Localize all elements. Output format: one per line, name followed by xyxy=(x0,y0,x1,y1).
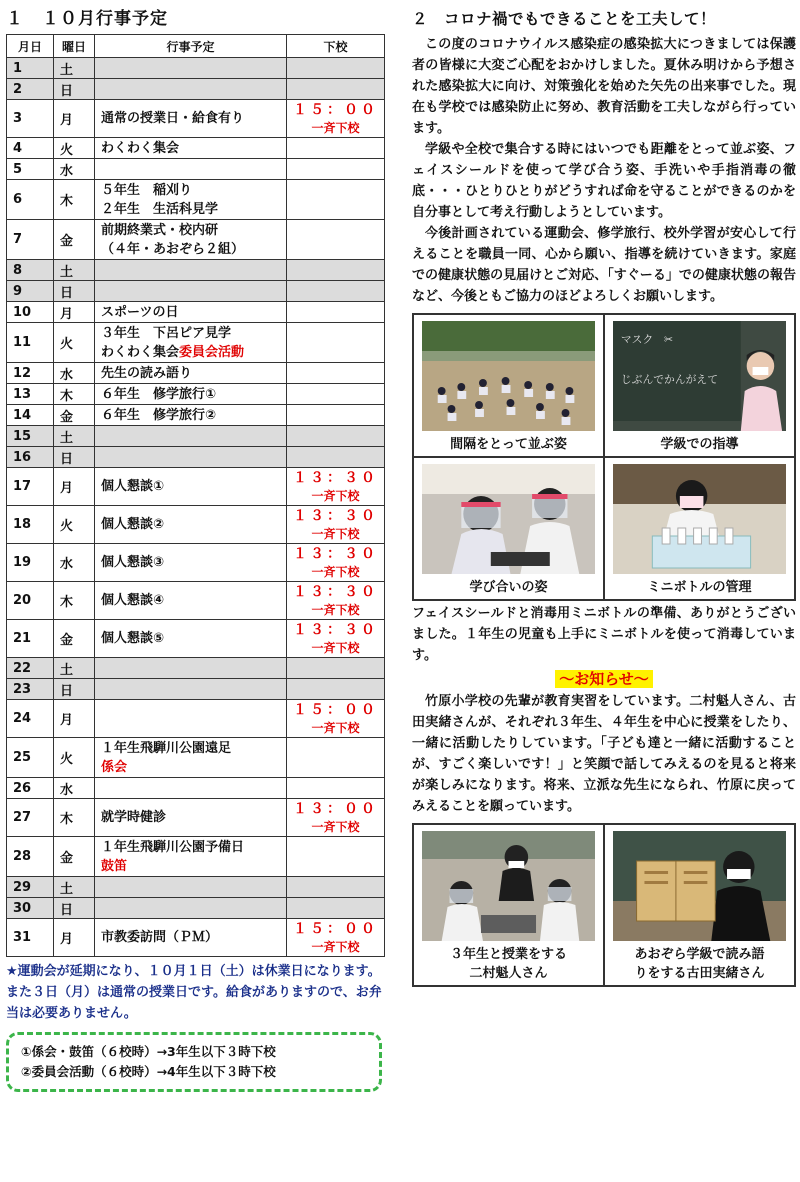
day-cell: 15 xyxy=(7,426,54,447)
header-weekday: 曜日 xyxy=(54,35,95,58)
dismissal-time: １３：００ xyxy=(293,800,378,817)
day-cell: 4 xyxy=(7,138,54,159)
schedule-table xyxy=(6,34,385,957)
event-cell xyxy=(95,620,287,658)
covid-paragraph-1: この度のコロナウイルス感染症の感染拡大につきましては保護者の皆様に大変ご心配をおかけしました。夏休み明けから予想された感染拡大に向け、対策強化を始めた矢先の出来事でした。現在も学校では感染防止に努め、教育活動を工夫しながら行っています。 xyxy=(412,37,796,136)
event-cell xyxy=(95,363,287,384)
schedule-row xyxy=(7,281,385,302)
event-text: 市教委訪問（ＰＭ） xyxy=(101,930,219,945)
dismissal-cell xyxy=(287,220,385,260)
event-cell xyxy=(95,159,287,180)
dismissal-cell xyxy=(287,919,385,957)
schedule-row xyxy=(7,79,385,100)
event-cell xyxy=(95,877,287,898)
weekday-cell: 金 xyxy=(54,837,95,877)
day-cell: 25 xyxy=(7,738,54,778)
day-cell: 7 xyxy=(7,220,54,260)
event-cell xyxy=(95,738,287,778)
dismissal-cell xyxy=(287,405,385,426)
day-cell: 2 xyxy=(7,79,54,100)
schedule-row xyxy=(7,447,385,468)
schedule-row xyxy=(7,898,385,919)
dismissal-cell xyxy=(287,658,385,679)
event-cell xyxy=(95,700,287,738)
schedule-row xyxy=(7,700,385,738)
schedule-row xyxy=(7,799,385,837)
schedule-row xyxy=(7,468,385,506)
event-cell xyxy=(95,544,287,582)
oshirase-heading xyxy=(412,668,796,689)
event-text: ３年生 下呂ピア見学 わくわく集会 xyxy=(101,325,232,360)
covid-paragraph-4: フェイスシールドと消毒用ミニボトルの準備、ありがとうございました。１年生の児童も上手にミニボトルを使って消毒しています。 xyxy=(412,606,796,663)
weekday-cell: 月 xyxy=(54,468,95,506)
dismissal-note: 一斉下校 xyxy=(311,602,360,617)
weekday-cell: 土 xyxy=(54,658,95,679)
schedule-row xyxy=(7,302,385,323)
dismissal-cell xyxy=(287,877,385,898)
event-cell xyxy=(95,384,287,405)
dismissal-cell xyxy=(287,898,385,919)
dismissal-time: １３：３０ xyxy=(293,545,378,562)
event-text: ６年生 修学旅行① xyxy=(101,386,217,402)
schedule-section xyxy=(6,4,384,1092)
dismissal-cell xyxy=(287,799,385,837)
schedule-row xyxy=(7,544,385,582)
weekday-cell: 土 xyxy=(54,426,95,447)
day-cell: 8 xyxy=(7,260,54,281)
weekday-cell: 日 xyxy=(54,79,95,100)
dismissal-note-box xyxy=(6,1032,382,1092)
weekday-cell: 火 xyxy=(54,138,95,159)
weekday-cell: 日 xyxy=(54,447,95,468)
event-cell xyxy=(95,658,287,679)
sports-day-notice: ★運動会が延期になり、１０月１日（土）は休業日になります。また３日（月）は通常の授業日です。給食がありますので、お弁当は必要ありません。 xyxy=(6,964,382,1021)
schedule-row xyxy=(7,837,385,877)
photo-caption: ミニボトルの管理 xyxy=(647,580,752,595)
event-cell xyxy=(95,58,287,79)
oshirase-title: ～お知らせ～ xyxy=(555,670,653,688)
weekday-cell: 月 xyxy=(54,302,95,323)
event-text: ６年生 修学旅行② xyxy=(101,407,217,423)
student-teacher-class-photo-icon xyxy=(422,831,595,941)
dismissal-note: 一斉下校 xyxy=(311,526,360,541)
event-cell xyxy=(95,447,287,468)
dismissal-cell xyxy=(287,837,385,877)
event-cell xyxy=(95,405,287,426)
day-cell: 11 xyxy=(7,323,54,363)
day-cell: 27 xyxy=(7,799,54,837)
header-dismissal: 下校 xyxy=(287,35,385,58)
photo-caption: ３年生と授業をする 二村魁人さん xyxy=(449,947,567,981)
event-cell xyxy=(95,323,287,363)
weekday-cell: 水 xyxy=(54,778,95,799)
weekday-cell: 水 xyxy=(54,363,95,384)
schoolyard-photo-icon xyxy=(422,321,595,431)
dismissal-cell xyxy=(287,544,385,582)
event-text: 個人懇談④ xyxy=(101,593,165,608)
day-cell: 18 xyxy=(7,506,54,544)
schedule-row xyxy=(7,138,385,159)
dismissal-cell xyxy=(287,468,385,506)
event-cell xyxy=(95,468,287,506)
dismissal-time: １３：３０ xyxy=(293,583,378,600)
day-cell: 14 xyxy=(7,405,54,426)
event-cell xyxy=(95,582,287,620)
dismissal-cell xyxy=(287,738,385,778)
weekday-cell: 火 xyxy=(54,323,95,363)
day-cell: 13 xyxy=(7,384,54,405)
photo-caption: 学級での指導 xyxy=(660,437,739,452)
event-cell xyxy=(95,100,287,138)
event-red-text: 係会 xyxy=(101,759,128,775)
photo-cell-spacing xyxy=(413,314,604,457)
event-cell xyxy=(95,180,287,220)
event-text: スポーツの日 xyxy=(101,304,179,320)
mini-bottle-photo-icon xyxy=(613,464,786,574)
board-text-2: じぶんでかんがえて xyxy=(620,372,719,387)
schedule-row xyxy=(7,582,385,620)
dismissal-cell xyxy=(287,260,385,281)
schedule-row xyxy=(7,384,385,405)
schedule-row xyxy=(7,738,385,778)
event-red-text: 鼓笛 xyxy=(101,858,128,874)
dismissal-cell xyxy=(287,79,385,100)
event-cell xyxy=(95,898,287,919)
day-cell: 19 xyxy=(7,544,54,582)
event-cell xyxy=(95,778,287,799)
weekday-cell: 土 xyxy=(54,260,95,281)
dismissal-note: 一斉下校 xyxy=(311,939,360,954)
schedule-row xyxy=(7,180,385,220)
schedule-row xyxy=(7,919,385,957)
day-cell: 26 xyxy=(7,778,54,799)
weekday-cell: 日 xyxy=(54,281,95,302)
face-shield-photo-icon xyxy=(422,464,595,574)
photo-cell-trainee-1 xyxy=(413,824,604,986)
dismissal-time: １５：００ xyxy=(293,920,378,937)
schedule-row xyxy=(7,405,385,426)
schedule-body xyxy=(7,58,385,957)
weekday-cell: 日 xyxy=(54,679,95,700)
photo-caption: あおぞら学級で読み語 りをする古田実緒さん xyxy=(634,947,765,981)
event-cell xyxy=(95,138,287,159)
covid-photo-grid xyxy=(412,313,796,601)
day-cell: 6 xyxy=(7,180,54,220)
header-day: 月日 xyxy=(7,35,54,58)
dismissal-cell xyxy=(287,138,385,159)
day-cell: 24 xyxy=(7,700,54,738)
schedule-row xyxy=(7,363,385,384)
box-line-2: ②委員会活動（６校時）→4年生以下３時下校 xyxy=(21,1064,276,1079)
event-text: 前期終業式・校内研 （４年・あおぞら２組） xyxy=(101,222,245,257)
dismissal-cell xyxy=(287,159,385,180)
day-cell: 22 xyxy=(7,658,54,679)
schedule-row xyxy=(7,323,385,363)
weekday-cell: 木 xyxy=(54,384,95,405)
day-cell: 31 xyxy=(7,919,54,957)
event-cell xyxy=(95,837,287,877)
event-text: 個人懇談③ xyxy=(101,555,165,570)
dismissal-time: １３：３０ xyxy=(293,621,378,638)
dismissal-cell xyxy=(287,323,385,363)
dismissal-time: １５：００ xyxy=(293,701,378,718)
dismissal-cell xyxy=(287,302,385,323)
schedule-row xyxy=(7,877,385,898)
event-text: わくわく集会 xyxy=(101,140,180,156)
event-text: 通常の授業日・給食有り xyxy=(101,111,245,126)
schedule-title: １ １０月行事予定 xyxy=(6,9,168,29)
weekday-cell: 金 xyxy=(54,620,95,658)
photo-cell-face-shield xyxy=(413,457,604,600)
dismissal-cell xyxy=(287,778,385,799)
day-cell: 28 xyxy=(7,837,54,877)
event-cell xyxy=(95,220,287,260)
dismissal-note: 一斉下校 xyxy=(311,564,360,579)
weekday-cell: 金 xyxy=(54,220,95,260)
dismissal-cell xyxy=(287,582,385,620)
day-cell: 5 xyxy=(7,159,54,180)
weekday-cell: 木 xyxy=(54,799,95,837)
covid-title: ２ コロナ禍でもできることを工夫して！ xyxy=(412,10,717,28)
event-cell xyxy=(95,281,287,302)
day-cell: 29 xyxy=(7,877,54,898)
weekday-cell: 月 xyxy=(54,919,95,957)
photo-cell-classroom xyxy=(604,314,795,457)
schedule-header-row xyxy=(7,35,385,58)
weekday-cell: 日 xyxy=(54,898,95,919)
classroom-teacher-photo-icon xyxy=(613,321,786,431)
oshirase-paragraph: 竹原小学校の先輩が教育実習をしています。二村魁人さん、古田実緒さんが、それぞれ３年生、４年生を中心に授業をしたり、一緒に活動したりしています。「子ども達と一緒に活動することが、すごく楽しいです！」と笑顔で話してみえるのを見ると将来が楽しみになります。将来、立派な先生になられ、竹原に戻ってみえることを願っています。 xyxy=(412,694,796,814)
event-text: 個人懇談⑤ xyxy=(101,631,165,646)
schedule-row xyxy=(7,506,385,544)
photo-cell-trainee-2 xyxy=(604,824,795,986)
event-cell xyxy=(95,679,287,700)
weekday-cell: 金 xyxy=(54,405,95,426)
event-red-text: 委員会活動 xyxy=(179,344,245,360)
event-cell xyxy=(95,506,287,544)
dismissal-cell xyxy=(287,700,385,738)
weekday-cell: 月 xyxy=(54,700,95,738)
schedule-row xyxy=(7,100,385,138)
weekday-cell: 土 xyxy=(54,58,95,79)
day-cell: 30 xyxy=(7,898,54,919)
dismissal-cell xyxy=(287,100,385,138)
day-cell: 9 xyxy=(7,281,54,302)
dismissal-cell xyxy=(287,679,385,700)
day-cell: 10 xyxy=(7,302,54,323)
schedule-row xyxy=(7,679,385,700)
event-text: 個人懇談① xyxy=(101,479,165,494)
weekday-cell: 水 xyxy=(54,159,95,180)
photo-caption: 学び合いの姿 xyxy=(469,580,548,595)
event-text: １年生飛騨川公園遠足 xyxy=(101,740,232,756)
day-cell: 21 xyxy=(7,620,54,658)
schedule-row xyxy=(7,620,385,658)
dismissal-note: 一斉下校 xyxy=(311,819,360,834)
covid-paragraph-3: 今後計画されている運動会、修学旅行、校外学習が安心して行えることを職員一同、心から願い、指導を続けていきます。家庭での健康状態の見届けとご対応、「すぐーる」での健康状態の報告など、今後ともご協力のほどよろしくお願いします。 xyxy=(412,226,796,304)
event-cell xyxy=(95,919,287,957)
event-cell xyxy=(95,426,287,447)
dismissal-time: １３：３０ xyxy=(293,507,378,524)
event-cell xyxy=(95,302,287,323)
box-line-1: ①係会・鼓笛（６校時）→3年生以下３時下校 xyxy=(21,1044,276,1059)
day-cell: 17 xyxy=(7,468,54,506)
weekday-cell: 木 xyxy=(54,582,95,620)
dismissal-note: 一斉下校 xyxy=(311,640,360,655)
covid-paragraph-2: 学級や全校で集合する時にはいつでも距離をとって並ぶ姿、フェイスシールドを使って学び合う姿、手洗いや手指消毒の徹底・・・ひとりひとりがどうすれば命を守ることができるのかを自分事として考え行動しようとしています。 xyxy=(412,142,796,220)
dismissal-cell xyxy=(287,180,385,220)
board-text-1: マスク ✂ xyxy=(620,332,674,347)
dismissal-note: 一斉下校 xyxy=(311,488,360,503)
photo-caption: 間隔をとって並ぶ姿 xyxy=(450,437,567,452)
day-cell: 16 xyxy=(7,447,54,468)
event-text: 個人懇談② xyxy=(101,517,165,532)
weekday-cell: 土 xyxy=(54,877,95,898)
weekday-cell: 木 xyxy=(54,180,95,220)
schedule-row xyxy=(7,159,385,180)
dismissal-cell xyxy=(287,384,385,405)
trainee-photo-grid xyxy=(412,823,796,987)
dismissal-note: 一斉下校 xyxy=(311,120,360,135)
weekday-cell: 火 xyxy=(54,738,95,778)
dismissal-cell xyxy=(287,58,385,79)
weekday-cell: 水 xyxy=(54,544,95,582)
schedule-row xyxy=(7,260,385,281)
schedule-row xyxy=(7,778,385,799)
header-event: 行事予定 xyxy=(95,35,287,58)
day-cell: 1 xyxy=(7,58,54,79)
covid-section xyxy=(412,4,796,989)
schedule-row xyxy=(7,658,385,679)
dismissal-cell xyxy=(287,426,385,447)
event-cell xyxy=(95,799,287,837)
day-cell: 20 xyxy=(7,582,54,620)
dismissal-cell xyxy=(287,363,385,384)
day-cell: 12 xyxy=(7,363,54,384)
event-text: 先生の読み語り xyxy=(101,365,193,381)
event-text: ５年生 稲刈り ２年生 生活科見学 xyxy=(101,182,219,217)
dismissal-cell xyxy=(287,620,385,658)
schedule-row xyxy=(7,220,385,260)
schedule-row xyxy=(7,426,385,447)
dismissal-time: １５：００ xyxy=(293,101,378,118)
event-cell xyxy=(95,260,287,281)
dismissal-cell xyxy=(287,281,385,302)
weekday-cell: 火 xyxy=(54,506,95,544)
event-text: 就学時健診 xyxy=(101,810,167,825)
day-cell: 23 xyxy=(7,679,54,700)
dismissal-time: １３：３０ xyxy=(293,469,378,486)
photo-cell-mini-bottle xyxy=(604,457,795,600)
weekday-cell: 月 xyxy=(54,100,95,138)
dismissal-cell xyxy=(287,506,385,544)
event-text: １年生飛騨川公園予備日 xyxy=(101,839,245,855)
schedule-row xyxy=(7,58,385,79)
event-cell xyxy=(95,79,287,100)
reading-aloud-photo-icon xyxy=(613,831,786,941)
day-cell: 3 xyxy=(7,100,54,138)
dismissal-cell xyxy=(287,447,385,468)
dismissal-note: 一斉下校 xyxy=(311,720,360,735)
